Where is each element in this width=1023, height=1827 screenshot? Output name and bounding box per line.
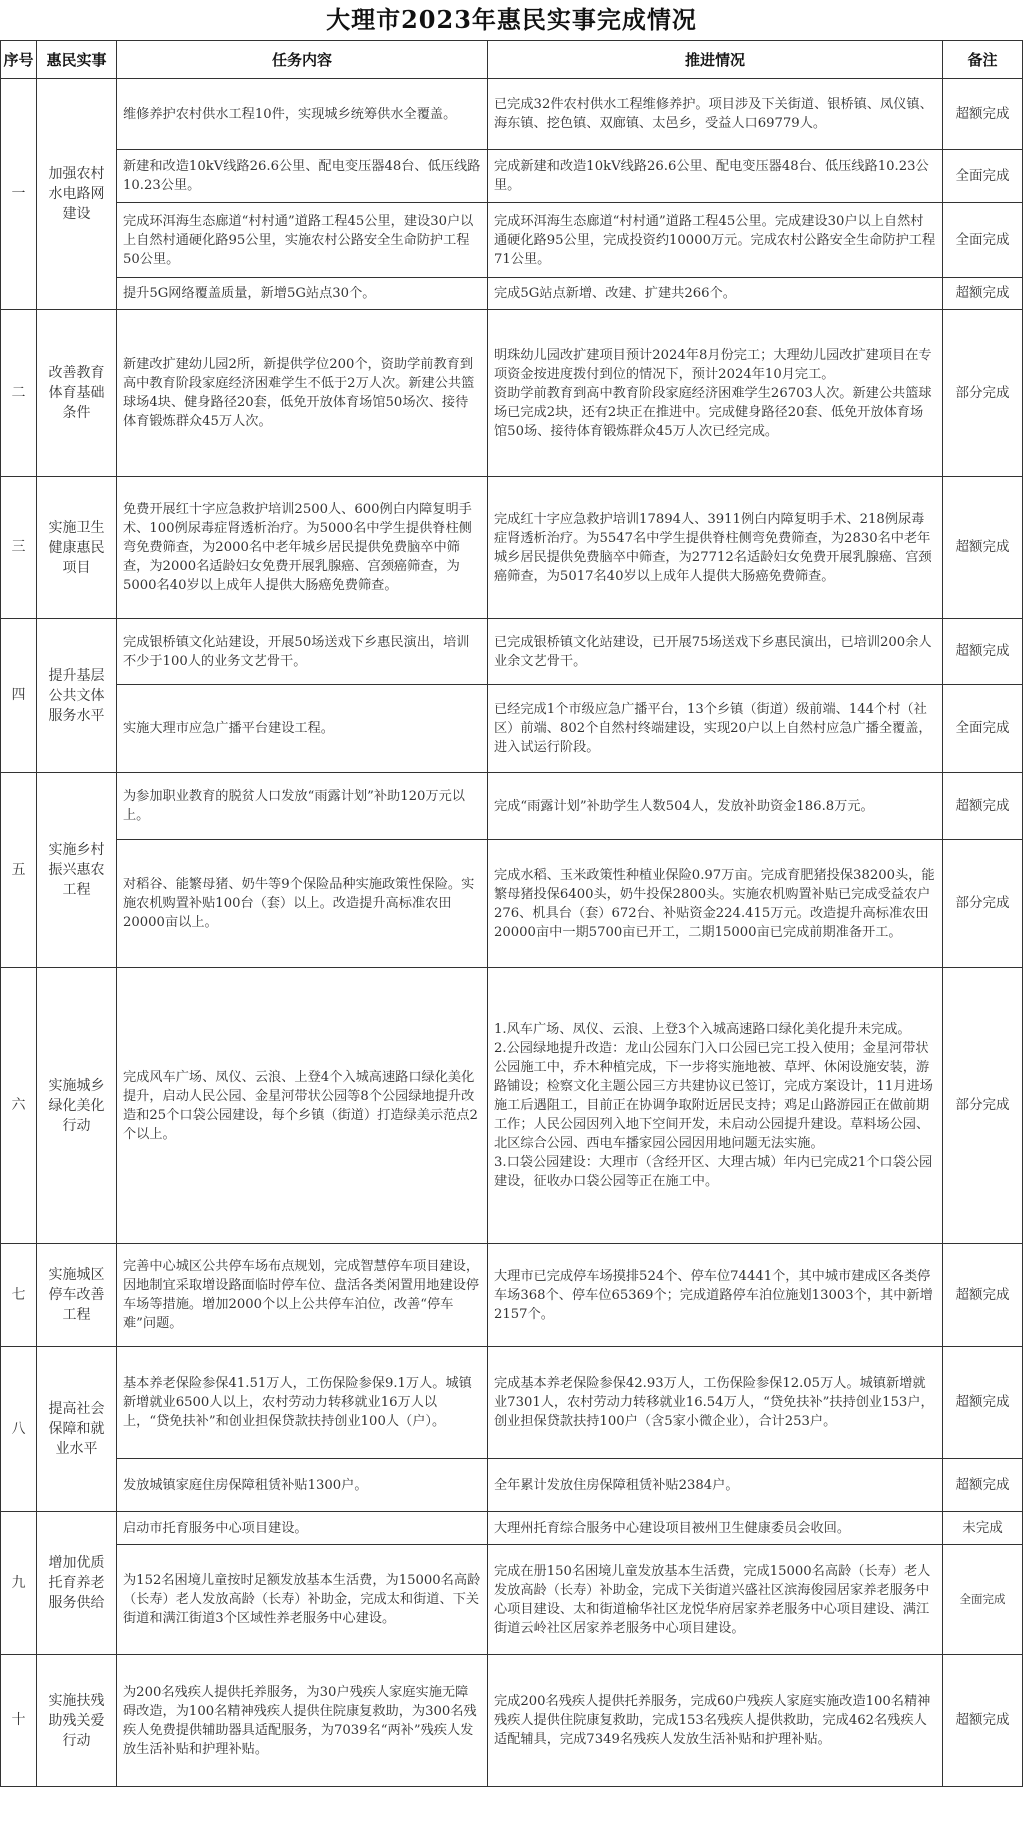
progress-cell: 完成“雨露计划”补助学生人数504人，发放补助资金186.8万元。 <box>488 773 943 840</box>
table-row <box>1 310 1023 477</box>
row-number: 四 <box>1 619 37 773</box>
task-cell: 完善中心城区公共停车场布点规划，完成智慧停车项目建设，因地制宜采取增设路面临时停车位、盘活各类闲置用地建设停车场等措施。增加2000个以上公共停车泊位，改善“停车难”问题。 <box>117 1244 488 1347</box>
item-name: 增加优质托育养老服务供给 <box>37 1512 117 1655</box>
item-name: 提升基层公共文体服务水平 <box>37 619 117 773</box>
progress-cell: 全年累计发放住房保障租赁补贴2384户。 <box>488 1459 943 1512</box>
task-cell: 为参加职业教育的脱贫人口发放“雨露计划”补助120万元以上。 <box>117 773 488 840</box>
progress-cell: 完成200名残疾人提供托养服务，完成60户残疾人家庭实施改造100名精神残疾人提供住院康复救助，完成153名残疾人提供救助，完成462名残疾人适配辅具，完成7349名残疾人发放生活补贴和护理补贴。 <box>488 1655 943 1787</box>
status-note: 超额完成 <box>943 278 1023 310</box>
task-cell: 启动市托育服务中心项目建设。 <box>117 1512 488 1545</box>
table-row <box>1 619 1023 685</box>
task-cell: 新建改扩建幼儿园2所，新提供学位200个，资助学前教育到高中教育阶段家庭经济困难学生不低于2万人次。新建公共篮球场4块、健身路径20套，低免开放体育场馆50场次、接待体育锻炼群众45万人次。 <box>117 310 488 477</box>
status-note: 全面完成 <box>943 150 1023 203</box>
status-note: 超额完成 <box>943 1655 1023 1787</box>
status-note: 超额完成 <box>943 79 1023 150</box>
task-cell: 为152名困境儿童按时足额发放基本生活费，为15000名高龄（长寿）老人发放高龄（长寿）补助金，完成太和街道、下关街道和满江街道3个区域性养老服务中心建设。 <box>117 1545 488 1655</box>
task-cell: 维修养护农村供水工程10件，实现城乡统筹供水全覆盖。 <box>117 79 488 150</box>
table-row <box>1 1512 1023 1545</box>
status-note: 部分完成 <box>943 310 1023 477</box>
table-row <box>1 685 1023 773</box>
progress-cell: 已完成银桥镇文化站建设，已开展75场送戏下乡惠民演出，已培训200余人业余文艺骨干。 <box>488 619 943 685</box>
item-name: 实施卫生健康惠民项目 <box>37 477 117 619</box>
row-number: 八 <box>1 1347 37 1512</box>
status-note: 部分完成 <box>943 968 1023 1244</box>
item-name: 加强农村水电路网建设 <box>37 79 117 310</box>
progress-cell: 完成红十字应急救护培训17894人、3911例白内障复明手术、218例尿毒症肾透析治疗。为5547名中学生提供脊柱侧弯免费筛查，为2830名中老年城乡居民提供免费脑卒中筛查，为27712名适龄妇女免费开展乳腺癌、宫颈癌筛查，为5017名40岁以上成年人提供大肠癌免费筛查。 <box>488 477 943 619</box>
table-row <box>1 1459 1023 1512</box>
table-row <box>1 1655 1023 1787</box>
task-cell: 新建和改造10kV线路26.6公里、配电变压器48台、低压线路10.23公里。 <box>117 150 488 203</box>
progress-cell: 1.风车广场、凤仪、云浪、上登3个入城高速路口绿化美化提升未完成。 2.公园绿地提升改造：龙山公园东门入口公园已完工投入使用；金星河带状公园施工中，乔木种植完成，下一步将实施地被、草坪、休闲设施安装，游路铺设；检察文化主题公园三方共建协议已签订，完成方案设计，11月进场施工后遇阻工，目前正在协调争取附近居民支持；鸡足山路游园正在做前期工作；人民公园因列入地下空间开发，未启动公园提升建设。草料场公园、北区综合公园、西电车播家园公园因用地问题无法实施。 3.口袋公园建设：大理市（含经开区、大理古城）年内已完成21个口袋公园建设，征收办口袋公园等正在施工中。 <box>488 968 943 1244</box>
table-row <box>1 278 1023 310</box>
header-progress: 推进情况 <box>488 41 943 79</box>
row-number: 一 <box>1 79 37 310</box>
item-name: 实施乡村振兴惠农工程 <box>37 773 117 968</box>
header-no: 序号 <box>1 41 37 79</box>
task-cell: 为200名残疾人提供托养服务，为30户残疾人家庭实施无障碍改造，为100名精神残疾人提供住院康复救助，为300名残疾人免费提供辅助器具适配服务，为7039名“两补”残疾人发放生活补贴和护理补贴。 <box>117 1655 488 1787</box>
status-note: 超额完成 <box>943 477 1023 619</box>
item-name: 实施城区停车改善工程 <box>37 1244 117 1347</box>
item-name: 改善教育体育基础条件 <box>37 310 117 477</box>
table-row <box>1 79 1023 150</box>
table-row <box>1 1347 1023 1459</box>
progress-cell: 完成水稻、玉米政策性种植业保险0.97万亩。完成育肥猪投保38200头，能繁母猪投保6400头，奶牛投保2800头。实施农机购置补贴已完成受益农户276、机具台（套）672台、补贴资金224.415万元。改造提升高标准农田20000亩中一期5700亩已开工，二期15000亩已完成前期准备开工。 <box>488 840 943 968</box>
status-note: 未完成 <box>943 1512 1023 1545</box>
table-header-row <box>1 41 1023 79</box>
document-title: 大理市2023年惠民实事完成情况 <box>326 5 697 34</box>
status-note: 超额完成 <box>943 773 1023 840</box>
status-note: 超额完成 <box>943 619 1023 685</box>
header-item: 惠民实事 <box>37 41 117 79</box>
task-cell: 提升5G网络覆盖质量，新增5G站点30个。 <box>117 278 488 310</box>
progress-cell: 完成5G站点新增、改建、扩建共266个。 <box>488 278 943 310</box>
progress-cell: 完成环洱海生态廊道“村村通”道路工程45公里。完成建设30户以上自然村通硬化路95公里，完成投资约10000万元。完成农村公路安全生命防护工程71公里。 <box>488 203 943 278</box>
row-number: 九 <box>1 1512 37 1655</box>
task-cell: 发放城镇家庭住房保障租赁补贴1300户。 <box>117 1459 488 1512</box>
task-cell: 免费开展红十字应急救护培训2500人、600例白内障复明手术、100例尿毒症肾透析治疗。为5000名中学生提供脊柱侧弯免费筛查，为2000名中老年城乡居民提供免费脑卒中筛查，为2000名适龄妇女免费开展乳腺癌、宫颈癌筛查，为5000名40岁以上成年人提供大肠癌免费筛查。 <box>117 477 488 619</box>
status-note: 超额完成 <box>943 1459 1023 1512</box>
task-cell: 完成环洱海生态廊道“村村通”道路工程45公里，建设30户以上自然村通硬化路95公里，实施农村公路安全生命防护工程50公里。 <box>117 203 488 278</box>
status-note: 全面完成 <box>943 203 1023 278</box>
row-number: 二 <box>1 310 37 477</box>
progress-cell: 完成新建和改造10kV线路26.6公里、配电变压器48台、低压线路10.23公里。 <box>488 150 943 203</box>
table-row <box>1 1545 1023 1655</box>
table-row <box>1 968 1023 1244</box>
status-note: 部分完成 <box>943 840 1023 968</box>
task-cell: 对稻谷、能繁母猪、奶牛等9个保险品种实施政策性保险。实施农机购置补贴100台（套）以上。改造提升高标准农田20000亩以上。 <box>117 840 488 968</box>
table-row <box>1 1244 1023 1347</box>
row-number: 三 <box>1 477 37 619</box>
table-row <box>1 203 1023 278</box>
status-note: 超额完成 <box>943 1244 1023 1347</box>
progress-cell: 完成基本养老保险参保42.93万人，工伤保险参保12.05万人。城镇新增就业7301人，农村劳动力转移就业16.54万人，“贷免扶补”扶持创业153户，创业担保贷款扶持100户（含5家小微企业），合计253户。 <box>488 1347 943 1459</box>
row-number: 五 <box>1 773 37 968</box>
row-number: 六 <box>1 968 37 1244</box>
task-cell: 完成风车广场、凤仪、云浪、上登4个入城高速路口绿化美化提升，启动人民公园、金星河带状公园等8个公园绿地提升改造和25个口袋公园建设，每个乡镇（街道）打造绿美示范点2个以上。 <box>117 968 488 1244</box>
progress-cell: 大理州托育综合服务中心建设项目被州卫生健康委员会收回。 <box>488 1512 943 1545</box>
task-cell: 完成银桥镇文化站建设，开展50场送戏下乡惠民演出，培训不少于100人的业务文艺骨干。 <box>117 619 488 685</box>
progress-cell: 已经完成1个市级应急广播平台，13个乡镇（街道）级前端、144个村（社区）前端、802个自然村终端建设，实现20户以上自然村应急广播全覆盖，进入试运行阶段。 <box>488 685 943 773</box>
task-cell: 基本养老保险参保41.51万人，工伤保险参保9.1万人。城镇新增就业6500人以上，农村劳动力转移就业16万人以上，“贷免扶补”和创业担保贷款扶持创业100人（户）。 <box>117 1347 488 1459</box>
status-note: 全面完成 <box>943 1545 1023 1655</box>
progress-cell: 已完成32件农村供水工程维修养护。项目涉及下关街道、银桥镇、凤仪镇、海东镇、挖色镇、双廊镇、太邑乡，受益人口69779人。 <box>488 79 943 150</box>
table-row <box>1 150 1023 203</box>
status-note: 全面完成 <box>943 685 1023 773</box>
status-table <box>0 40 1023 1787</box>
item-name: 实施扶残助残关爱行动 <box>37 1655 117 1787</box>
status-note: 超额完成 <box>943 1347 1023 1459</box>
table-row <box>1 477 1023 619</box>
row-number: 七 <box>1 1244 37 1347</box>
item-name: 实施城乡绿化美化行动 <box>37 968 117 1244</box>
row-number: 十 <box>1 1655 37 1787</box>
table-row <box>1 840 1023 968</box>
header-task: 任务内容 <box>117 41 488 79</box>
header-note: 备注 <box>943 41 1023 79</box>
progress-cell: 完成在册150名困境儿童发放基本生活费，完成15000名高龄（长寿）老人发放高龄（长寿）补助金，完成下关街道兴盛社区滨海俊园居家养老服务中心项目建设、太和街道榆华社区龙悦华府居家养老服务中心项目建设、满江街道云岭社区居家养老服务中心项目建设。 <box>488 1545 943 1655</box>
progress-cell: 大理市已完成停车场摸排524个、停车位74441个，其中城市建成区各类停车场368个、停车位65369个；完成道路停车泊位施划13003个，其中新增2157个。 <box>488 1244 943 1347</box>
table-row <box>1 773 1023 840</box>
progress-cell: 明珠幼儿园改扩建项目预计2024年8月份完工；大理幼儿园改扩建项目在专项资金按进度拨付到位的情况下，预计2024年10月完工。 资助学前教育到高中教育阶段家庭经济困难学生26703人次。新建公共篮球场已完成2块，还有2块正在推进中。完成健身路径20套、低免开放体育场馆50场、接待体育锻炼群众45万人次已经完成。 <box>488 310 943 477</box>
item-name: 提高社会保障和就业水平 <box>37 1347 117 1512</box>
task-cell: 实施大理市应急广播平台建设工程。 <box>117 685 488 773</box>
